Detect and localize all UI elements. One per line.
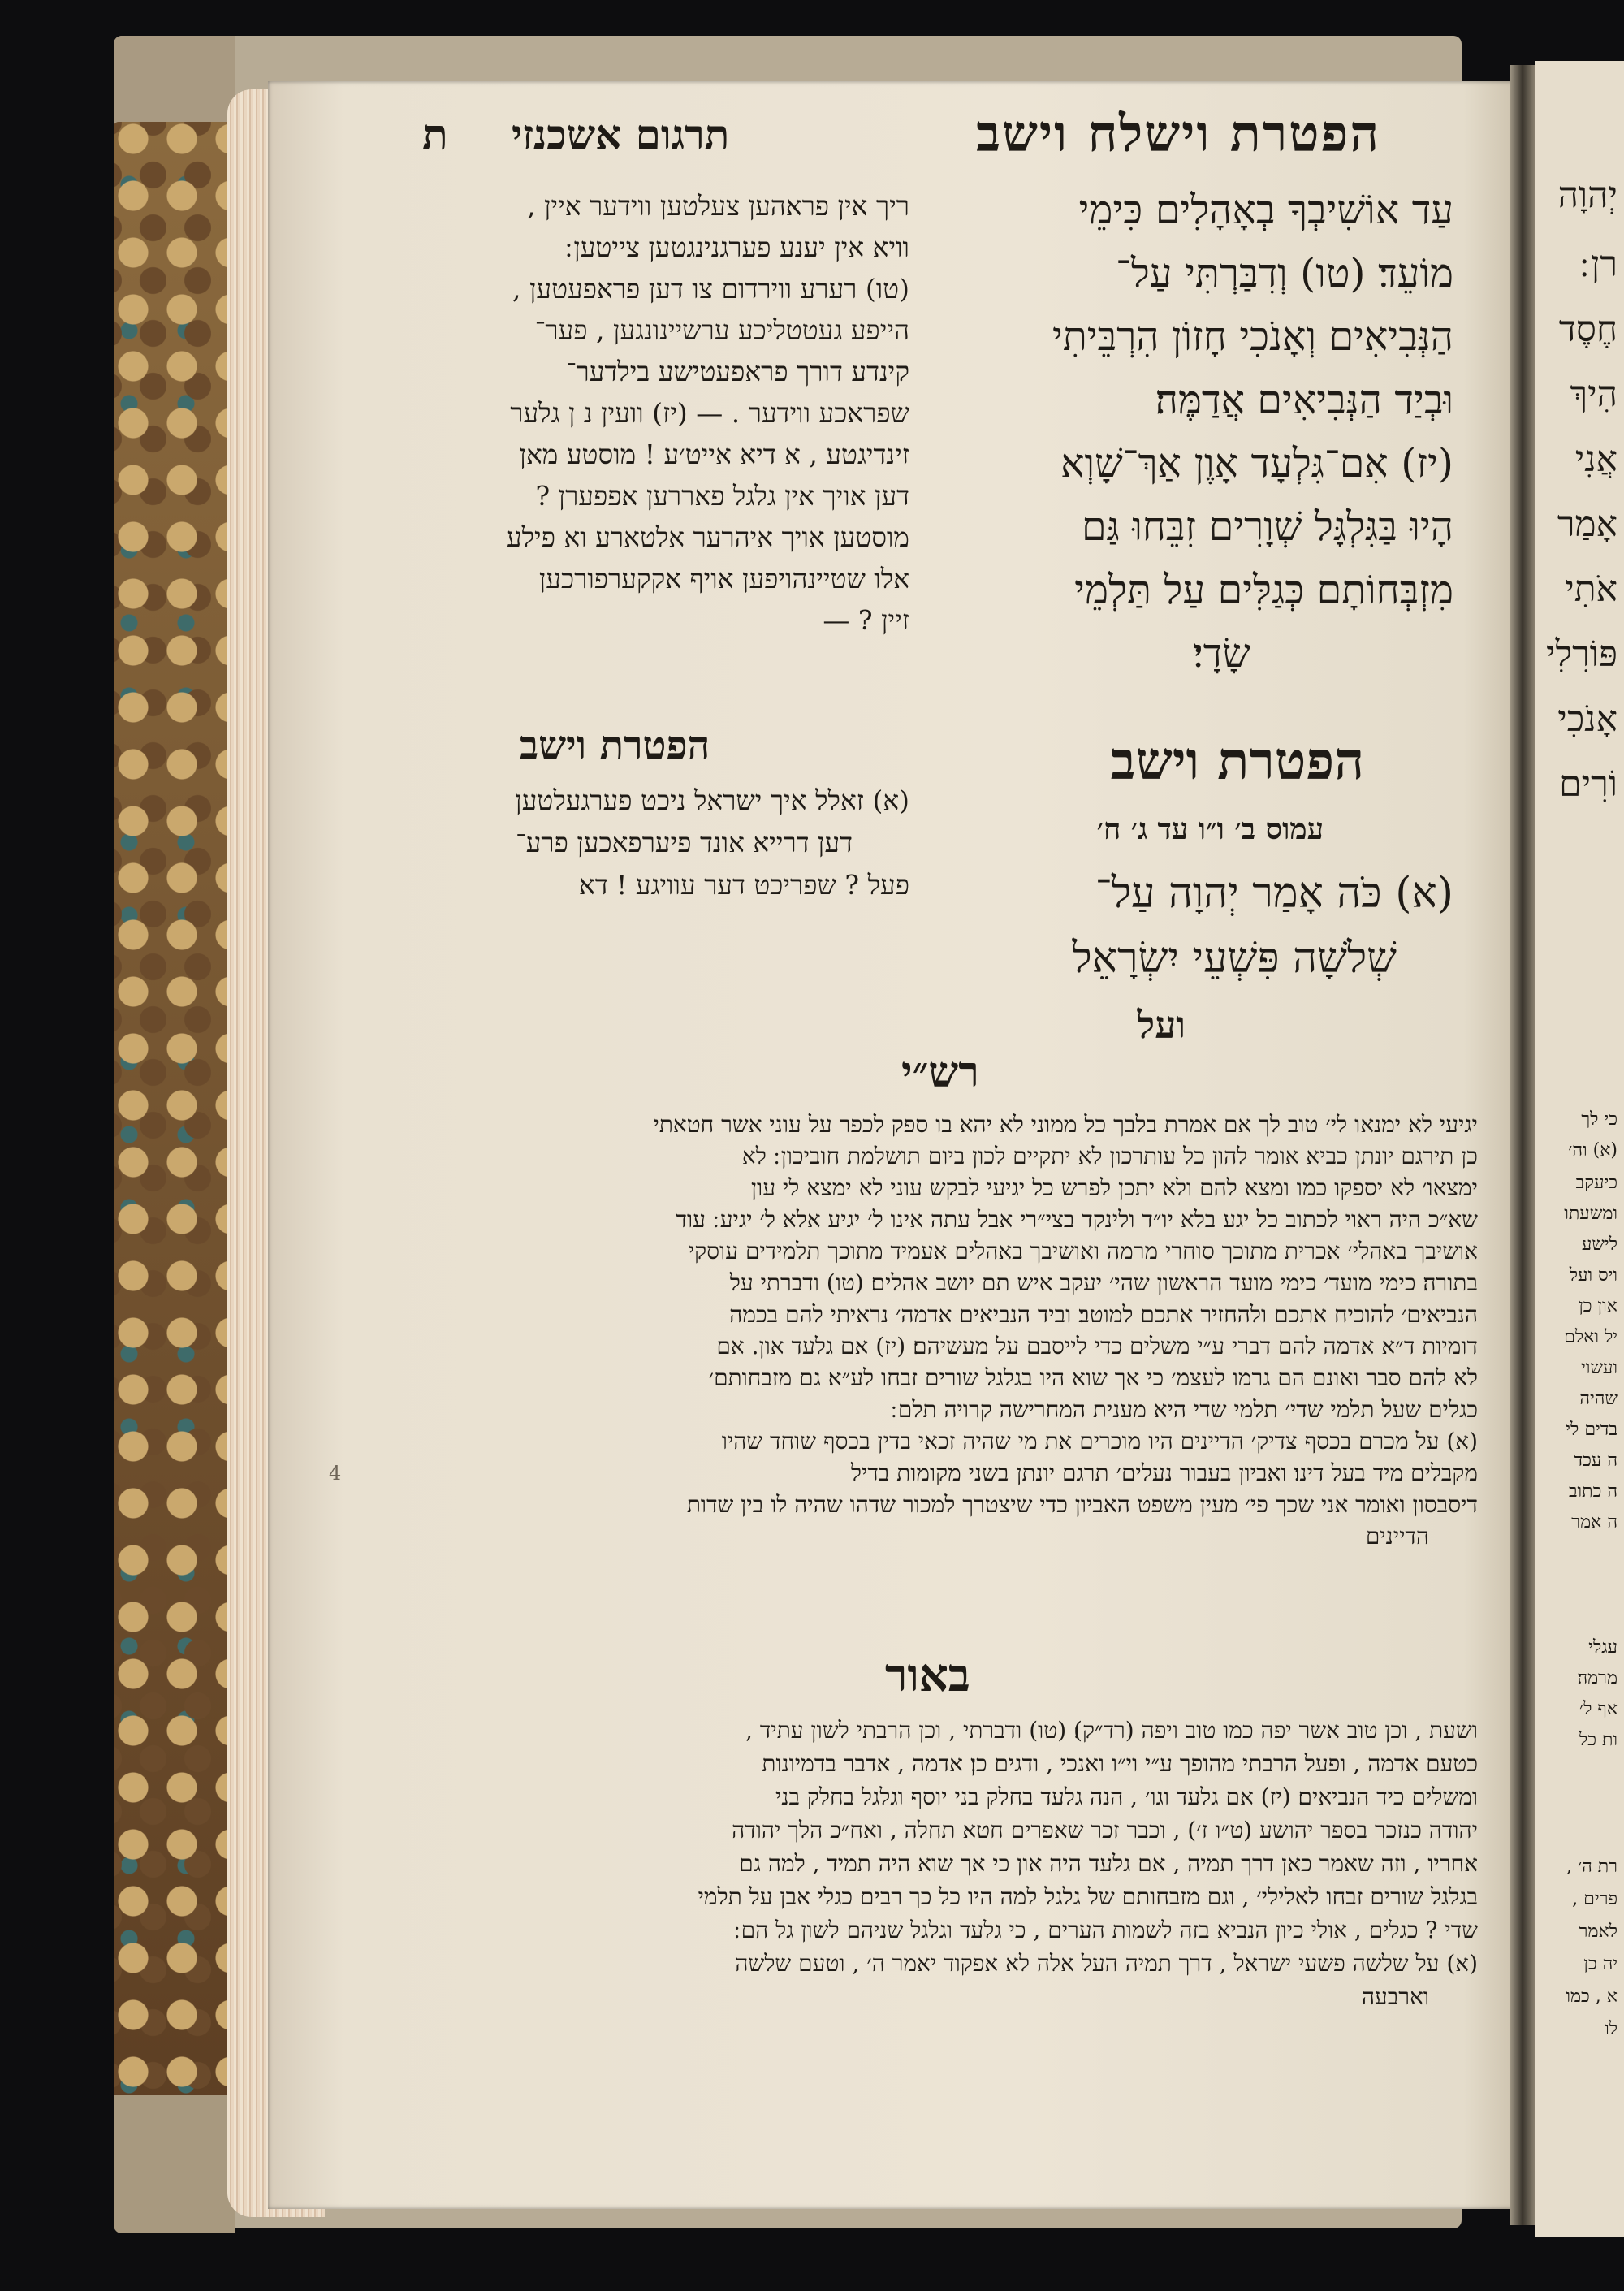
targum-verse-line: (א) זאלל איך ישראל ניכט פערגעלטען (515, 785, 909, 816)
rashi-line: ימצאו׳ לא יספקו כמו ומצא להם ולא יתכן לפרש כל יגיעי לבקש עוני לא ימצא לי עון (750, 1174, 1478, 1201)
biur-line: וארבעה (1361, 1983, 1429, 2010)
targum-line: הייפע געטטליכע ערשיינונגען , פער־ (534, 314, 909, 346)
rashi-line: לא להם סבר ואונם הם גרמו לעצמ׳ כי אך שוא היו בגלגל שורים זבחו לע״א׃ גם מזבחותם׳ (708, 1364, 1478, 1391)
biur-commentary (398, 1714, 1478, 2013)
biur-line: ומשלים כיד הנביאים׃ (יז) אם גלעד וגו׳ , הנה גלעד בחלק בני יוסף וגלגל בחלק בני (775, 1783, 1478, 1810)
adjacent-text: חֶסֶד (1558, 309, 1618, 350)
targum-line: זינדיגטע , א דיא אייט׳ע ! מוסטע מאן (519, 439, 909, 470)
adjacent-text: יה כן (1583, 1954, 1618, 1974)
adjacent-text: ה עכד (1574, 1450, 1618, 1471)
adjacent-text: הִיךְ (1570, 374, 1618, 415)
adjacent-text: שהיה (1579, 1389, 1618, 1409)
adjacent-text: אֹתִי (1565, 568, 1618, 610)
catchword: ועל (1137, 1003, 1186, 1047)
adjacent-text: רן ׃ (1579, 244, 1618, 285)
adjacent-text: ות׃ כל (1579, 1730, 1618, 1750)
rashi-line: הדיינים (1365, 1523, 1429, 1550)
adjacent-text: (א) וה׳ (1568, 1140, 1618, 1161)
hebrew-line: מוֹעֵד׃ (טו) וְדִבַּרְתִּי עַל־ (1116, 250, 1453, 296)
adjacent-text: ה כתוב (1568, 1481, 1618, 1502)
targum-line: קינדע דורך פראפעטישע בילדער־ (565, 356, 909, 387)
book-page (268, 81, 1527, 2209)
adjacent-text: לאמר (1579, 1921, 1618, 1942)
page-number: ת (422, 110, 448, 160)
hebrew-line: הַנְּבִיאִים וְאָנֹכִי חָזוֹן הִרְבֵּיתִי (1052, 313, 1453, 360)
rashi-line: שא״כ היה ראוי לכתוב כל יגע בלא יו״ד ולינקד בצי״רי אבל עתה אינו ל׳ יגיע אלא ל׳ יגיע ׃ עוד (676, 1206, 1478, 1233)
cover-corner-top (114, 36, 235, 133)
hebrew-line: שָׂדָי׃ (1192, 630, 1250, 676)
adjacent-text: א , כמו (1566, 1986, 1618, 2007)
adjacent-text: לו (1605, 2019, 1618, 2039)
hebrew-line: מִזְבְּחוֹתָם כְּגַלִּים עַל תַּלְמֵי (1074, 567, 1453, 613)
rashi-line: אושיבך באהלי׳ אכרית מתוכך סוחרי מרמה ואושיבך באהלים אעמיד מתוכך תלמידים עוסקי (688, 1238, 1478, 1264)
adjacent-text: יל ואלם (1564, 1327, 1618, 1347)
hebrew-text-column (934, 179, 1453, 685)
adjacent-text: בדים לי (1566, 1420, 1618, 1440)
targum-verse (406, 780, 909, 906)
biur-heading: באור (885, 1649, 970, 1702)
hebrew-line: (יז) אִם־גִּלְעָד אָוֶן אַךְ־שָׁוְא (1060, 440, 1453, 486)
book-gutter (1510, 65, 1535, 2225)
adjacent-page-fragment (1535, 61, 1624, 2237)
adjacent-text: אָנֹכִי (1557, 698, 1618, 740)
adjacent-text: לישע (1581, 1234, 1618, 1255)
targum-line: מוסטען אויך איהרער אלטארע וא פילע (506, 521, 909, 553)
targum-verse-line: דען דרייא אונד פיערפאכען פרע־ (516, 827, 853, 858)
adjacent-text: אָמַר (1557, 504, 1618, 545)
adjacent-text: רת ה׳ , (1566, 1857, 1618, 1877)
adjacent-text: כיעקב (1575, 1173, 1618, 1193)
adjacent-text: פּוֹרִלִי (1545, 633, 1618, 675)
adjacent-text: ה אמר (1571, 1512, 1618, 1532)
verse-line: (א) כֹּה אָמַר יְהוָה עַל־ (1095, 869, 1453, 918)
rashi-line: דיסבסון ואומר אני שכך פי׳ מעין משפט האביון כדי שיצטרך למכור שדהו שהיה לו בין שדות (686, 1491, 1478, 1518)
adjacent-text: אף ל׳ (1579, 1699, 1618, 1719)
targum-line: (טו) רערע ווירדום צו דען פראפעטען , (512, 273, 909, 305)
adjacent-text: ויס ועל (1569, 1265, 1618, 1286)
margin-mark: 4 (329, 1462, 342, 1485)
biur-line: אחריו , וזה שאמר כאן דרך תמיה , אם גלעד היה און כי אך שוא היה תמיד , למה גם (739, 1850, 1478, 1877)
targum-line: ריך אין פראהען צעלטען ווידער איין , (527, 190, 909, 222)
biur-line: בגלגל שורים זבחו לאלילי׳ , וגם מזבחותם של גלגל למה היו כל כך רבים כגלי אבן על תלמי (698, 1883, 1478, 1910)
hebrew-line: עַד אוֹשִׁיבְךָ בְאָהָלִים כִּימֵי (1078, 187, 1453, 233)
verse-a (934, 861, 1453, 991)
biur-line: שדי ? כגלים , אולי כיון הנביא בזה לשמות הערים , כי גלעד וגלגל שניהם לשון גל הם ׃ (733, 1917, 1478, 1943)
page-header-targum: תרגום אשכנזי (512, 110, 730, 158)
adjacent-text: כי לך (1581, 1109, 1618, 1130)
adjacent-text: עגלי (1588, 1637, 1618, 1658)
page-header-title: הפטרת וישלח וישב (976, 104, 1380, 163)
targum-haftarah-heading: הפטרת וישב (520, 723, 710, 768)
rashi-line: (א) על מכרם בכסף צדיק׳ הדיינים היו מוכרים את מי שהיה זכאי בדין בכסף שוחד שהיו (721, 1428, 1478, 1455)
biur-line: כטעם אדמה , ופעל הרבתי מהופך ע״י וי״ו ואנכי , ודגים כן׃ אדמה , אדבר בדמיונות (762, 1750, 1478, 1777)
adjacent-text: וֹרִים (1559, 763, 1618, 805)
adjacent-text: ועשוי (1580, 1358, 1618, 1378)
adjacent-text: מרמה׃ (1577, 1668, 1618, 1688)
hebrew-line: הָיוּ בַּגִּלְגָּל שְׁוָרִים זִבֵּחוּ גַּם (1082, 504, 1453, 550)
targum-line: שפראכע ווידער . — (יז) וועין נ ן גלער (510, 397, 909, 429)
targum-verse-line: פעל ? שפריכט דער עוויגע ! דא (578, 869, 909, 901)
cover-corner-bottom (114, 2095, 235, 2233)
biur-line: (א) על שלשה פשעי ישראל , דרך תמיה העל אלה לא אפקוד יאמר ה׳ , וטעם שלשה (735, 1950, 1478, 1977)
hebrew-line: וּבְיַד הַנְּבִיאִים אֲדַמֶּה׃ (1155, 377, 1453, 423)
rashi-line: כן תירגם יונתן כביא אומר להון כל עותרכון לא יתקיים לכון ביום תושלמת חוביכון ׃ לא (741, 1143, 1478, 1169)
marbled-cover-edge (114, 122, 235, 2201)
rashi-line: הנביאים׳ להוכיח אתכם ולהחזיר אתכם למוטב׃ וביד הנביאים אדמה׳ נראיתי להם בכמה (729, 1301, 1478, 1328)
rashi-line: יגיעי לא ימנאו לי׳ טוב לך אם אמרת בלבך כל ממוני לא יהא בו ספק לכפר על עוני אשר חטאתי (653, 1111, 1478, 1138)
scripture-reference: עמוס ב׳ ו״ו עד ג׳ ח׳ (1096, 812, 1324, 846)
adjacent-text: און כן (1579, 1296, 1618, 1316)
biur-line: יהודה כנזכר בספר יהושע (ט״ו ז׳) , וכבר זכר שאפרים חטא תחלה , ואח״כ הלך יהודה (732, 1817, 1478, 1844)
targum-line: אלו שטיינהויפען אויף אקקערפורכען (538, 563, 909, 594)
adjacent-text: ומשעתו (1564, 1204, 1618, 1224)
rashi-line: כגלים שעל תלמי שדי׳ תלמי שדי היא מענית המחרישה קרויה תלם ׃ (891, 1396, 1478, 1423)
adjacent-text: יְהוָה (1557, 175, 1618, 216)
rashi-line: בתורה׃ כימי מועד׳ כימי מועד הראשון שהי׳ יעקב איש תם יושב אהלים׃ (טו) ודברתי על (729, 1269, 1478, 1296)
rashi-line: מקבלים מיד בעל דינו׃ ואביון בעבור נעלים׳ תרגם יונתן בשני מקומות בדיל (850, 1459, 1478, 1486)
haftarah-heading: הפטרת וישב (1110, 731, 1364, 792)
yiddish-targum-column (406, 185, 909, 641)
verse-line: שְׁלֹשָׁה פִּשְׁעֵי יִשְׂרָאֵל (1072, 934, 1397, 983)
adjacent-text: אֲנִי (1574, 439, 1618, 480)
adjacent-text: פרים , (1572, 1889, 1618, 1909)
rashi-line: דומיות ד״א אדמה להם דברי ע״י משלים כדי לייסבם על מעשיהם׃ (יז) אם גלעד און. אם (716, 1333, 1478, 1359)
targum-line: דען אויך אין גלגל פאררען אפפערן ? (535, 480, 909, 512)
targum-line: וויא אין יענע פערגנינגטען צייטען ׃ (564, 231, 909, 263)
rashi-heading: רש״י (901, 1048, 979, 1097)
rashi-commentary (398, 1109, 1478, 1552)
biur-line: ושעת , וכן טוב אשר יפה כמו טוב ויפה (רד״ק)׃ (טו) ודברתי , וכן הרבתי לשון עתיד , (745, 1717, 1478, 1744)
targum-line: זיין ? — (823, 604, 909, 636)
